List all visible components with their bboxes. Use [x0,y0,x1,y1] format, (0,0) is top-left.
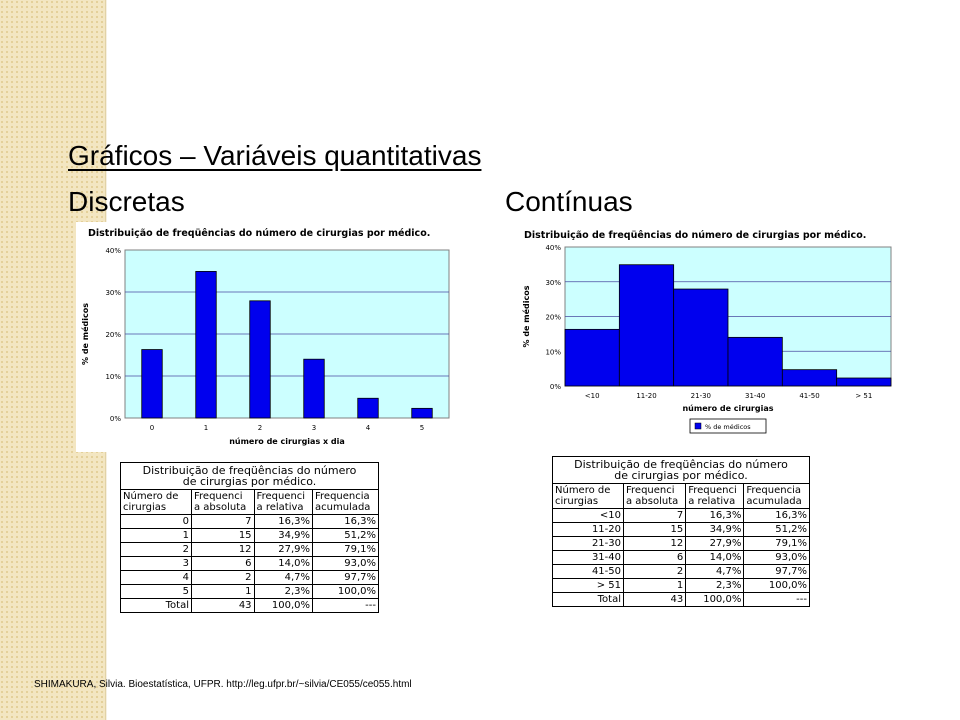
table-total-row: Total 43 100,0% --- [553,593,810,607]
table-row: 5 1 2,3% 100,0% [121,585,379,599]
x-tick-label: 0 [149,424,155,432]
chart-discrete-svg [76,222,456,452]
frequency-table-continuous [552,456,810,607]
y-tick-label: 0% [109,415,121,423]
header-cell: Frequencia acumulada [744,484,810,509]
y-tick-label: 20% [105,331,121,339]
x-axis-label: número de cirurgias x dia [229,437,345,446]
table-row: 0 7 16,3% 16,3% [121,515,379,529]
chart-discrete [76,222,456,452]
legend-swatch [695,423,701,429]
x-tick-label: 41-50 [799,392,820,400]
table-caption-line2: de cirurgias por médico. [182,475,317,488]
x-tick-label: 31-40 [744,392,766,400]
table-caption [121,463,379,490]
table-row: <10 7 16,3% 16,3% [553,509,810,523]
table-row: 3 6 14,0% 93,0% [121,557,379,571]
chart-title: Distribuição de freqüências do número de cirurgias por médico. [88,228,431,239]
y-tick-label: 10% [105,373,121,381]
y-axis-label: % de médicos [81,303,90,365]
table-row: 21-30 12 27,9% 79,1% [553,537,810,551]
x-tick-label: 4 [365,424,371,432]
header-cell: Frequenci a relativa [254,490,312,515]
bar [358,398,379,418]
bar [782,370,836,386]
table-header-row [121,490,379,515]
x-tick-label: 3 [311,424,317,432]
y-tick-label: 30% [105,289,121,297]
x-tick-label: 21-30 [690,392,712,400]
x-tick-label: <10 [584,392,600,400]
footer-citation: SHIMAKURA, Silvia. Bioestatística, UFPR. http://leg.ufpr.br/~silvia/CE055/ce055.html [34,679,412,690]
x-tick-label: 5 [419,424,425,432]
y-axis-label: % de médicos [522,285,531,348]
subtitle-discretas: Discretas [68,186,185,217]
y-tick-label: 30% [545,278,561,287]
x-tick-label: 1 [203,424,209,432]
bar [304,359,325,418]
table-row: 2 12 27,9% 79,1% [121,543,379,557]
frequency-table-discrete [120,462,379,613]
header-cell: Número de cirurgias [553,484,624,509]
table-row: 11-20 15 34,9% 51,2% [553,523,810,537]
subtitle-continuas: Contínuas [505,186,633,217]
chart-title: Distribuição de freqüências do número de cirurgias por médico. [524,230,867,241]
x-tick-label: > 51 [855,392,873,400]
bar [619,265,673,386]
table-row: 4 2 4,7% 97,7% [121,571,379,585]
bar [250,301,271,418]
chart-continuous [515,225,895,437]
table-row: > 51 1 2,3% 100,0% [553,579,810,593]
header-cell: Número de cirurgias [121,490,192,515]
table-caption [553,457,810,484]
header-cell: Frequenci a absoluta [624,484,686,509]
legend-label: % de médicos [705,423,751,431]
y-tick-label: 40% [545,244,561,252]
y-tick-label: 10% [545,348,561,357]
table-total-row: Total 43 100,0% --- [121,599,379,613]
bar [674,289,728,386]
bar [142,350,163,418]
header-cell: Frequenci a absoluta [192,490,255,515]
table-row: 41-50 2 4,7% 97,7% [553,565,810,579]
slide-title: Gráficos – Variáveis quantitativas [68,140,482,171]
x-tick-label: 2 [257,424,263,432]
x-axis-label: número de cirurgias [682,404,774,413]
table-caption-line1: Distribuição de freqüências do número [574,458,788,471]
table-caption-line1: Distribuição de freqüências do número [142,464,357,477]
table-row: 1 15 34,9% 51,2% [121,529,379,543]
y-tick-label: 40% [105,247,121,255]
header-cell: Frequenci a relativa [686,484,744,509]
x-tick-label: 11-20 [636,392,657,400]
y-tick-label: 20% [545,313,561,322]
table-caption-line2: de cirurgias por médico. [614,469,748,482]
table-header-row [553,484,810,509]
bar [196,271,217,418]
bar [728,337,782,386]
bar [837,378,891,386]
y-tick-label: 0% [549,383,561,391]
chart-continuous-svg [515,225,895,437]
bar [565,329,619,386]
bar [412,408,433,418]
table-row: 31-40 6 14,0% 93,0% [553,551,810,565]
header-cell: Frequencia acumulada [313,490,379,515]
